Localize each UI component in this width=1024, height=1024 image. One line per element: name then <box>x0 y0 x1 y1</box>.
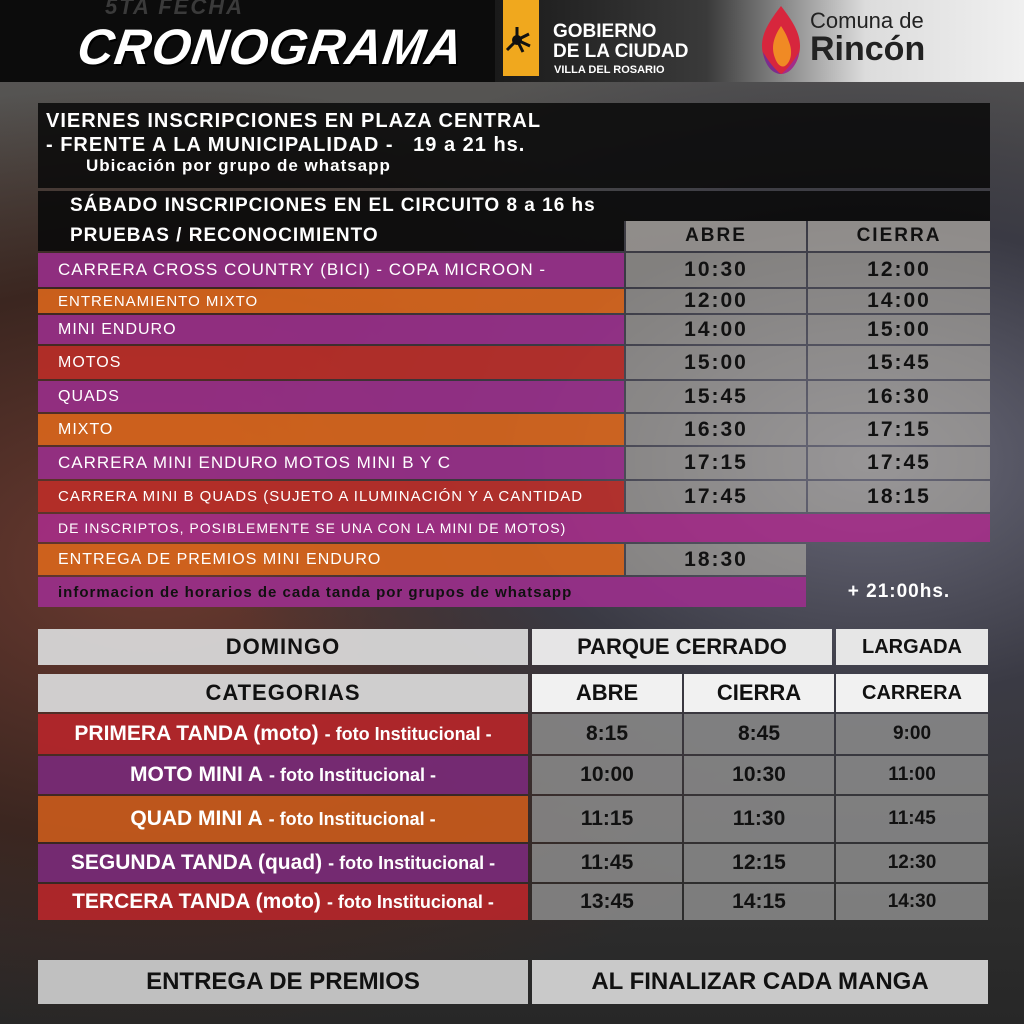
sabado-row-label: MIXTO <box>38 414 624 445</box>
categorias-header: CATEGORIAS <box>38 674 528 712</box>
domingo-row-cierra: 12:15 <box>684 844 834 882</box>
sabado-row-cierra: 17:45 <box>808 447 990 479</box>
sabado-row-cierra: 12:00 <box>808 253 990 287</box>
sabado-row-abre: 14:00 <box>626 315 806 344</box>
gobierno-line-1: GOBIERNO <box>553 21 657 42</box>
sabado-row-cierra: 15:45 <box>808 346 990 379</box>
sabado-row-abre: 16:30 <box>626 414 806 445</box>
domingo-label: DOMINGO <box>38 629 528 665</box>
sabado-row-label: QUADS <box>38 381 624 412</box>
sabado-row-abre: 15:45 <box>626 381 806 412</box>
parque-cerrado-label: PARQUE CERRADO <box>532 629 832 665</box>
sabado-row-label: CARRERA CROSS COUNTRY (BICI) - COPA MICROON - <box>38 253 624 287</box>
domingo-row-carrera: 14:30 <box>836 884 988 920</box>
sabado-row-cierra: 14:00 <box>808 289 990 313</box>
domingo-row-cierra: 10:30 <box>684 756 834 794</box>
domingo-row-note: - foto Institucional - <box>328 852 496 873</box>
domingo-row-label <box>38 756 528 794</box>
domingo-row-carrera: 11:45 <box>836 796 988 842</box>
domingo-row-category: TERCERA TANDA (moto) <box>72 890 321 913</box>
gobierno-logo-text <box>553 22 688 62</box>
domingo-row-carrera: 9:00 <box>836 714 988 754</box>
domingo-row-category: QUAD MINI A <box>130 807 263 830</box>
domingo-row-note: - foto Institucional - <box>324 723 492 744</box>
col-pruebas: PRUEBAS / RECONOCIMIENTO <box>70 225 379 246</box>
domingo-row-note: - foto Institucional - <box>268 808 436 829</box>
domingo-row-cierra: 14:15 <box>684 884 834 920</box>
col-abre: ABRE <box>626 221 806 251</box>
viernes-line-1: VIERNES INSCRIPCIONES EN PLAZA CENTRAL <box>46 110 542 132</box>
sabado-row-continued: DE INSCRIPTOS, POSIBLEMENTE SE UNA CON LA MINI DE MOTOS) <box>38 514 990 542</box>
domingo-row-label <box>38 844 528 882</box>
domingo-row-category: MOTO MINI A <box>130 763 263 786</box>
gobierno-logo-mark <box>503 0 539 76</box>
premios-mini-time: 18:30 <box>626 544 806 575</box>
page-title: CRONOGRAMA <box>74 19 467 75</box>
comuna-label: Comuna de <box>810 8 924 33</box>
domingo-row-cierra: 8:45 <box>684 714 834 754</box>
info-time: + 21:00hs. <box>847 581 951 602</box>
sabado-row-label: ENTRENAMIENTO MIXTO <box>38 289 624 313</box>
sabado-row-label: MINI ENDURO <box>38 315 624 344</box>
sabado-row-label: MOTOS <box>38 346 624 379</box>
domingo-abre-header: ABRE <box>532 674 682 712</box>
sabado-row-label: CARRERA MINI ENDURO MOTOS MINI B Y C <box>38 447 624 479</box>
viernes-line-3: Ubicación por grupo de whatsapp <box>86 156 391 175</box>
footer-premios: ENTREGA DE PREMIOS <box>38 960 528 1004</box>
comuna-name: Rincón <box>810 30 926 68</box>
sabado-row-abre: 17:45 <box>626 481 806 512</box>
domingo-row-label <box>38 796 528 842</box>
sabado-row-abre: 17:15 <box>626 447 806 479</box>
largada-label: LARGADA <box>836 629 988 665</box>
col-cierra: CIERRA <box>808 221 990 251</box>
sun-icon <box>503 0 539 76</box>
domingo-row-label <box>38 884 528 920</box>
domingo-row-abre: 11:15 <box>532 796 682 842</box>
sabado-row-cierra: 18:15 <box>808 481 990 512</box>
domingo-row-label <box>38 714 528 754</box>
domingo-row-abre: 10:00 <box>532 756 682 794</box>
domingo-row-carrera: 11:00 <box>836 756 988 794</box>
domingo-row-category: PRIMERA TANDA (moto) <box>74 722 319 745</box>
domingo-row-abre: 13:45 <box>532 884 682 920</box>
sabado-row-abre: 12:00 <box>626 289 806 313</box>
flame-logo-icon <box>757 4 805 76</box>
sabado-row-abre: 10:30 <box>626 253 806 287</box>
sabado-row-cierra: 16:30 <box>808 381 990 412</box>
viernes-line-2: - FRENTE A LA MUNICIPALIDAD - 19 a 21 hs. <box>46 134 526 156</box>
domingo-row-abre: 11:45 <box>532 844 682 882</box>
domingo-cierra-header: CIERRA <box>684 674 834 712</box>
domingo-carrera-header: CARRERA <box>836 674 988 712</box>
footer-finalizar: AL FINALIZAR CADA MANGA <box>532 960 988 1004</box>
date-label: 5TA FECHA <box>105 0 244 19</box>
domingo-row-cierra: 11:30 <box>684 796 834 842</box>
domingo-row-note: - foto Institucional - <box>326 891 494 912</box>
domingo-row-note: - foto Institucional - <box>269 764 436 785</box>
sabado-row-abre: 15:00 <box>626 346 806 379</box>
sabado-row-cierra: 17:15 <box>808 414 990 445</box>
info-label: informacion de horarios de cada tanda por grupos de whatsapp <box>38 577 806 607</box>
premios-mini-label: ENTREGA DE PREMIOS MINI ENDURO <box>38 544 624 575</box>
sabado-row-label: CARRERA MINI B QUADS (SUJETO A ILUMINACIÓN Y A CANTIDAD <box>38 481 624 512</box>
domingo-row-carrera: 12:30 <box>836 844 988 882</box>
gobierno-line-2: DE LA CIUDAD <box>553 41 689 62</box>
domingo-row-abre: 8:15 <box>532 714 682 754</box>
sabado-banner-text: SÁBADO INSCRIPCIONES EN EL CIRCUITO 8 a 16 hs <box>70 195 596 216</box>
domingo-row-category: SEGUNDA TANDA (quad) <box>70 851 323 874</box>
sabado-row-cierra: 15:00 <box>808 315 990 344</box>
gobierno-subtitle: VILLA DEL ROSARIO <box>554 64 665 76</box>
